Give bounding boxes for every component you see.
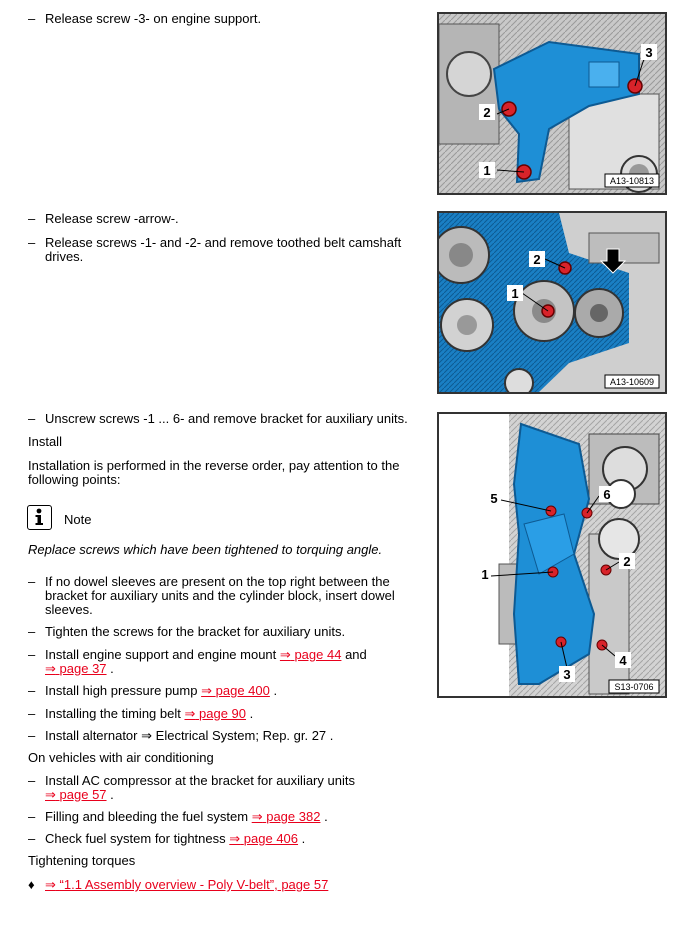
step-dowel-sleeves: – If no dowel sleeves are present on the top right between the bracket for auxiliary units and the cylinder block, insert dowel sleeves. [28,574,395,617]
step-ac-compressor: – Install AC compressor at the bracket for auxiliary units ⇒ page 57 . [28,773,355,802]
figure-camshaft-drives [437,211,667,394]
link-page-57[interactable]: ⇒ page 57 [45,787,107,802]
callout-3: 3 [645,45,653,60]
torque-heading: Tightening torques [28,853,136,868]
callout-2: 2 [623,554,631,569]
callout-6: 6 [603,487,611,502]
step-timing-belt: – Installing the timing belt ⇒ page 90 . [28,706,254,721]
figure-engine-support [437,12,667,195]
step-release-screw-3: – Release screw -3- on engine support. [28,11,262,26]
callout-1: 1 [483,163,491,178]
link-page-400[interactable]: ⇒ page 400 [201,683,270,698]
link-page-382[interactable]: ⇒ page 382 [251,809,321,824]
callout-3: 3 [563,667,571,682]
step-release-screw-arrow: – Release screw -arrow-. [28,211,179,226]
step-tighten-screws: – Tighten the screws for the bracket for auxiliary units. [28,624,346,639]
callout-2: 2 [483,105,491,120]
step-fill-fuel: – Filling and bleeding the fuel system ⇒ page 382 . [28,809,328,824]
callout-1: 1 [511,286,519,301]
link-assembly-overview[interactable]: ⇒ “1.1 Assembly overview - Poly V-belt”, page 57 [45,877,329,892]
figure-auxiliary-bracket [437,412,667,698]
note-text: Replace screws which have been tightened to torquing angle. [28,542,383,557]
callout-5: 5 [490,491,498,506]
figure-caption: S13-0706 [614,682,654,692]
callout-2: 2 [533,252,541,267]
install-heading: Install [28,434,62,449]
install-intro: Installation is performed in the reverse order, pay attention to the following points: [28,458,400,487]
step-engine-mount: – Install engine support and engine mount ⇒ page 44 and ⇒ page 37 . [28,647,367,676]
link-page-37[interactable]: ⇒ page 37 [45,661,107,676]
callout-1: 1 [481,567,489,582]
step-check-fuel: – Check fuel system for tightness ⇒ page 406 . [28,831,306,846]
info-icon [27,505,52,530]
link-page-90[interactable]: ⇒ page 90 [184,706,247,721]
ac-heading: On vehicles with air conditioning [28,750,214,765]
figure-caption: A13-10609 [609,377,655,387]
link-page-406[interactable]: ⇒ page 406 [229,831,299,846]
bullet-diamond-icon: ♦ [28,877,35,892]
step-release-screws-1-2: – Release screws -1- and -2- and remove toothed belt camshaft drives. [28,235,402,264]
torque-reference [28,878,413,892]
step-alternator: – Install alternator ⇒ Electrical System; Rep. gr. 27 . [28,728,334,743]
note-label: Note [64,512,92,527]
figure-caption: A13-10813 [609,176,655,186]
link-page-44[interactable]: ⇒ page 44 [279,647,342,662]
step-unscrew-screws: – Unscrew screws -1 ... 6- and remove bracket for auxiliary units. [28,411,408,426]
callout-4: 4 [619,653,627,668]
step-hp-pump: – Install high pressure pump ⇒ page 400 . [28,683,278,698]
